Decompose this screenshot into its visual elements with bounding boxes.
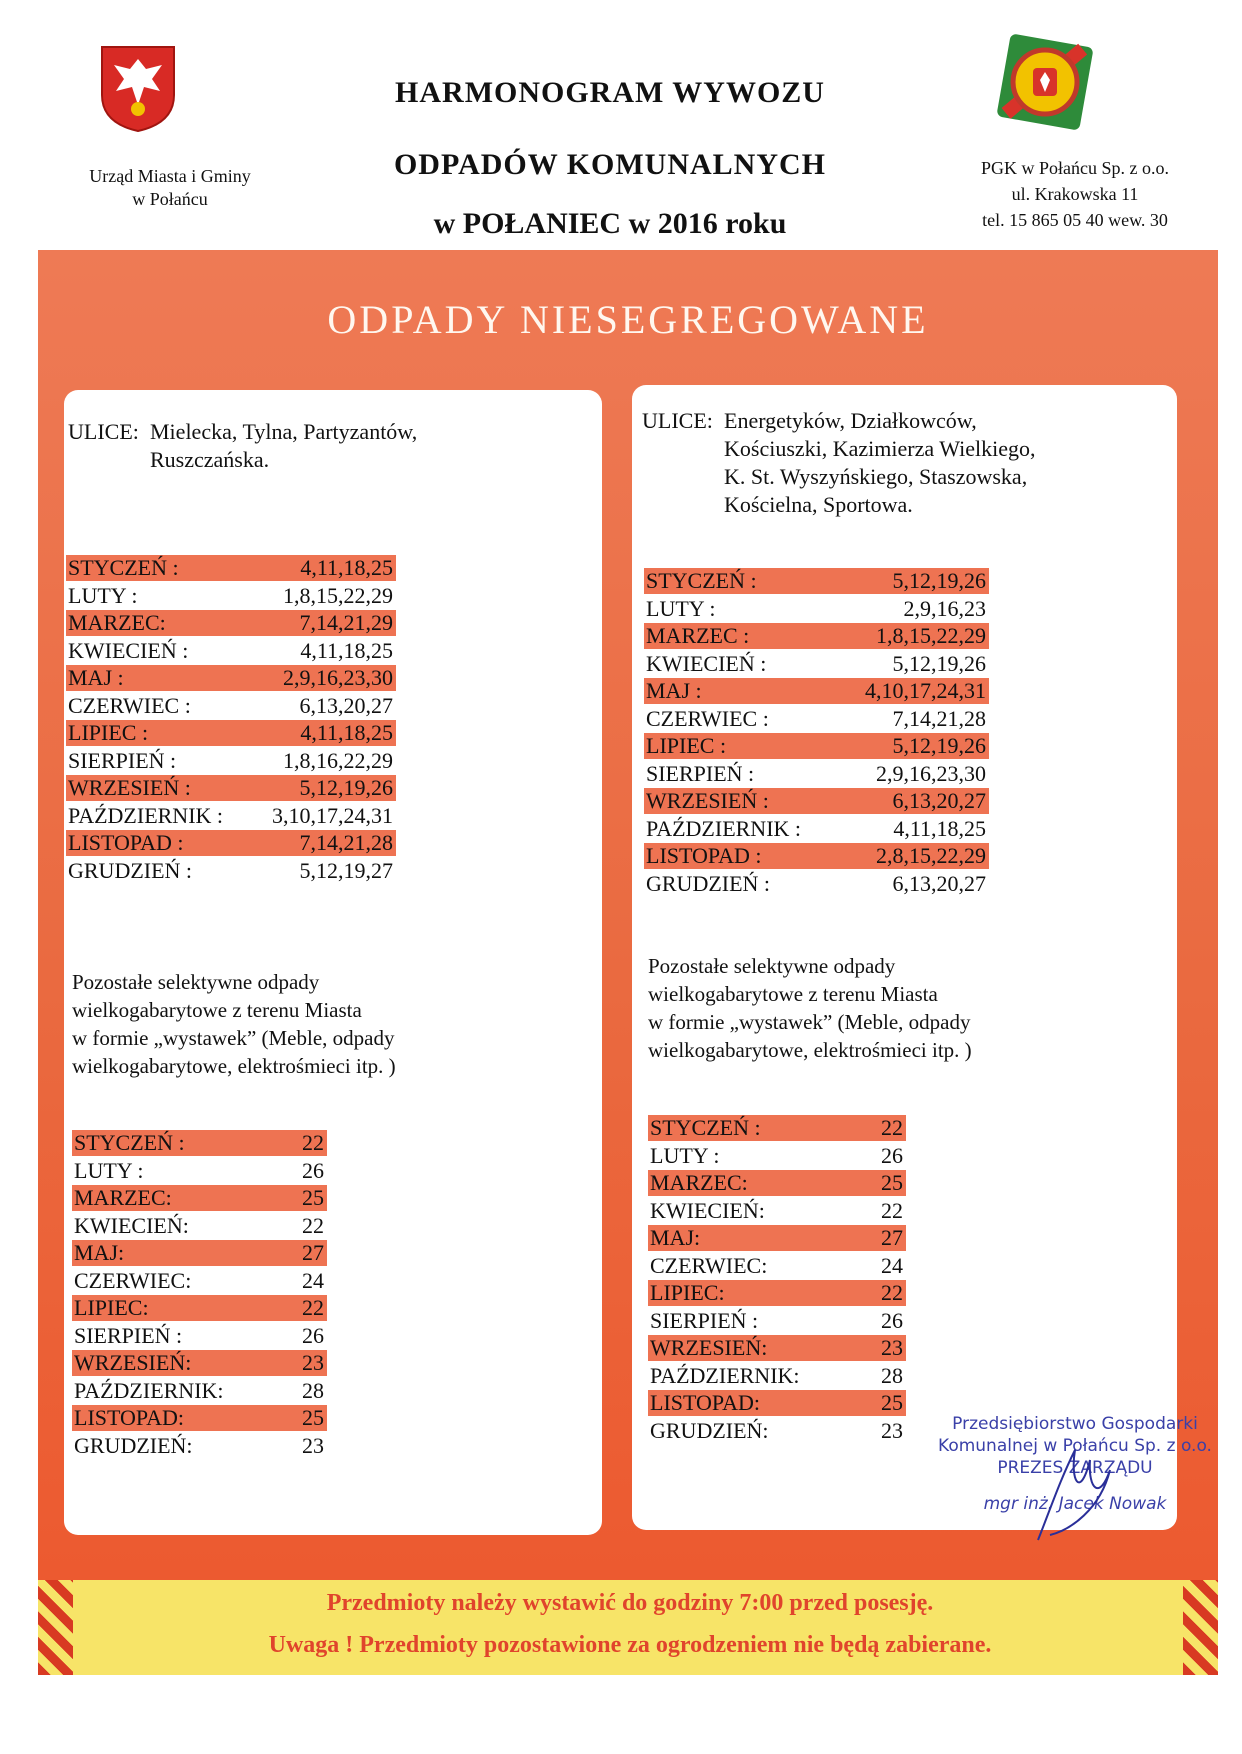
schedule-row — [644, 761, 989, 787]
schedule-row — [648, 1390, 906, 1416]
schedule-row — [66, 775, 396, 801]
collection-days: 7,14,21,29 — [299, 610, 393, 635]
collection-days: 23 — [881, 1335, 903, 1360]
schedule-row — [72, 1213, 327, 1239]
note-line: Pozostałe selektywne odpady — [72, 970, 320, 994]
collection-days: 22 — [881, 1197, 903, 1223]
month-label: SIERPIEŃ : — [68, 747, 177, 773]
street-line: Kościuszki, Kazimierza Wielkiego, — [724, 436, 1036, 461]
collection-days: 4,11,18,25 — [300, 555, 393, 580]
schedule-row — [644, 871, 989, 897]
collection-days: 6,13,20,27 — [299, 692, 393, 718]
title-line-3: w POŁANIEC w 2016 roku — [433, 207, 787, 240]
month-label: LIPIEC : — [68, 720, 149, 745]
collection-days: 4,11,18,25 — [300, 720, 393, 745]
collection-days: 25 — [881, 1170, 903, 1195]
month-label: LISTOPAD: — [650, 1390, 761, 1415]
collection-days: 4,11,18,25 — [300, 637, 393, 663]
collection-days: 6,13,20,27 — [892, 788, 986, 813]
schedule-row — [66, 555, 396, 581]
left-bulky-note — [72, 968, 572, 1080]
month-label: KWIECIEŃ: — [650, 1197, 765, 1223]
month-label: PAŹDZIERNIK: — [650, 1362, 800, 1388]
schedule-row — [72, 1323, 327, 1349]
title-line-1: HARMONOGRAM WYWOZU — [395, 76, 825, 109]
left-schedule-table — [66, 555, 396, 885]
month-label: LUTY : — [74, 1157, 144, 1183]
schedule-row — [72, 1130, 327, 1156]
schedule-row — [648, 1225, 906, 1251]
schedule-row — [66, 665, 396, 691]
month-label: STYCZEŃ : — [650, 1115, 761, 1140]
month-label: LISTOPAD : — [68, 830, 184, 855]
right-office-address — [930, 155, 1220, 233]
collection-days: 25 — [302, 1185, 324, 1210]
schedule-row — [66, 638, 396, 664]
right-bulky-table — [648, 1115, 906, 1445]
month-label: SIERPIEŃ : — [646, 760, 755, 786]
schedule-row — [648, 1115, 906, 1141]
note-line: wielkogabarytowe, elektrośmieci itp. ) — [648, 1038, 972, 1062]
street-line: Energetyków, Działkowców, — [724, 408, 977, 433]
month-label: WRZESIEŃ : — [68, 775, 191, 800]
month-label: CZERWIEC : — [68, 692, 191, 718]
month-label: PAŹDZIERNIK : — [646, 815, 802, 841]
collection-days: 2,9,16,23,30 — [876, 760, 986, 786]
month-label: MARZEC: — [650, 1170, 748, 1195]
collection-days: 5,12,19,26 — [892, 568, 986, 593]
month-label: LUTY : — [68, 582, 138, 608]
note-line: Pozostałe selektywne odpady — [648, 954, 896, 978]
collection-days: 3,10,17,24,31 — [272, 802, 393, 828]
collection-days: 24 — [302, 1267, 324, 1293]
company-name: PGK w Połańcu Sp. z o.o. — [981, 158, 1169, 178]
collection-days: 26 — [881, 1307, 903, 1333]
handwritten-signature-icon — [1030, 1440, 1120, 1550]
month-label: WRZESIEŃ : — [646, 788, 769, 813]
collection-days: 2,9,16,23,30 — [283, 665, 393, 690]
month-label: GRUDZIEŃ: — [74, 1432, 193, 1458]
collection-days: 27 — [302, 1240, 324, 1265]
schedule-row — [66, 720, 396, 746]
collection-days: 7,14,21,28 — [299, 830, 393, 855]
schedule-row — [644, 706, 989, 732]
collection-days: 25 — [881, 1390, 903, 1415]
schedule-row — [66, 748, 396, 774]
schedule-row — [644, 733, 989, 759]
collection-days: 22 — [881, 1280, 903, 1305]
month-label: WRZESIEŃ: — [650, 1335, 768, 1360]
collection-days: 26 — [881, 1142, 903, 1168]
month-label: MARZEC : — [646, 623, 750, 648]
collection-days: 6,13,20,27 — [892, 870, 986, 896]
month-label: KWIECIEŃ: — [74, 1212, 189, 1238]
schedule-row — [66, 583, 396, 609]
city-coat-of-arms-icon — [100, 45, 176, 133]
collection-days: 22 — [302, 1295, 324, 1320]
schedule-row — [66, 858, 396, 884]
collection-days: 2,9,16,23 — [903, 595, 986, 621]
company-phone: tel. 15 865 05 40 wew. 30 — [982, 210, 1168, 230]
schedule-row — [66, 610, 396, 636]
collection-days: 23 — [881, 1417, 903, 1443]
right-streets — [642, 407, 1162, 523]
month-label: SIERPIEŃ : — [650, 1307, 759, 1333]
month-label: STYCZEŃ : — [74, 1130, 185, 1155]
schedule-row — [648, 1418, 906, 1444]
schedule-row — [72, 1158, 327, 1184]
month-label: MARZEC: — [68, 610, 166, 635]
schedule-row — [644, 651, 989, 677]
month-label: CZERWIEC: — [74, 1267, 192, 1293]
company-street: ul. Krakowska 11 — [1011, 184, 1139, 204]
month-label: PAŹDZIERNIK: — [74, 1377, 224, 1403]
collection-days: 5,12,19,27 — [299, 857, 393, 883]
collection-days: 28 — [302, 1377, 324, 1403]
schedule-row — [66, 830, 396, 856]
month-label: MAJ : — [68, 665, 124, 690]
schedule-row — [648, 1363, 906, 1389]
month-label: GRUDZIEŃ : — [68, 857, 193, 883]
month-label: LIPIEC: — [74, 1295, 149, 1320]
schedule-row — [72, 1240, 327, 1266]
schedule-row — [648, 1198, 906, 1224]
collection-days: 26 — [302, 1322, 324, 1348]
footer-warning: Uwaga ! Przedmioty pozostawione za ogrodzeniem nie będą zabierane. — [268, 1632, 992, 1658]
schedule-row — [72, 1268, 327, 1294]
schedule-row — [644, 678, 989, 704]
schedule-row — [644, 843, 989, 869]
month-label: MAJ : — [646, 678, 702, 703]
collection-days: 4,11,18,25 — [893, 815, 986, 841]
note-line: w formie „wystawek” (Meble, odpady — [72, 1026, 395, 1050]
schedule-row — [648, 1170, 906, 1196]
month-label: LUTY : — [646, 595, 716, 621]
month-label: GRUDZIEŃ: — [650, 1417, 769, 1443]
streets-label: ULICE: — [68, 419, 139, 444]
right-schedule-table — [644, 568, 989, 898]
schedule-row — [648, 1143, 906, 1169]
note-line: w formie „wystawek” (Meble, odpady — [648, 1010, 971, 1034]
month-label: STYCZEŃ : — [646, 568, 757, 593]
collection-days: 24 — [881, 1252, 903, 1278]
company-logo-icon — [995, 32, 1095, 132]
collection-days: 5,12,19,26 — [892, 650, 986, 676]
stamp-signatory: mgr inż. Jacek Nowak — [983, 1494, 1167, 1514]
month-label: LISTOPAD : — [646, 843, 762, 868]
collection-days: 1,8,16,22,29 — [283, 747, 393, 773]
footer-instruction: Przedmioty należy wystawić do godziny 7:00 przed posesję. — [326, 1590, 934, 1616]
schedule-row — [72, 1378, 327, 1404]
collection-days: 26 — [302, 1157, 324, 1183]
month-label: LIPIEC : — [646, 733, 727, 758]
collection-days: 23 — [302, 1350, 324, 1375]
schedule-row — [72, 1185, 327, 1211]
month-label: SIERPIEŃ : — [74, 1322, 183, 1348]
hazard-stripes-left-icon — [38, 1580, 73, 1675]
stamp-line: Przedsiębiorstwo Gospodarki — [952, 1414, 1198, 1434]
month-label: MAJ: — [74, 1240, 125, 1265]
left-bulky-table — [72, 1130, 327, 1460]
collection-days: 28 — [881, 1362, 903, 1388]
collection-days: 22 — [302, 1130, 324, 1155]
schedule-row — [66, 803, 396, 829]
title-line-2: ODPADÓW KOMUNALNYCH — [393, 148, 827, 181]
month-label: MARZEC: — [74, 1185, 172, 1210]
left-office-name — [40, 165, 300, 211]
month-label: STYCZEŃ : — [68, 555, 179, 580]
schedule-row — [648, 1335, 906, 1361]
stamp-line: PREZES ZARZĄDU — [997, 1458, 1153, 1478]
collection-days: 27 — [881, 1225, 903, 1250]
collection-days: 4,10,17,24,31 — [865, 678, 986, 703]
street-line: Kościelna, Sportowa. — [724, 492, 913, 517]
month-label: WRZESIEŃ: — [74, 1350, 192, 1375]
collection-days: 5,12,19,26 — [892, 733, 986, 758]
right-bulky-note — [648, 952, 1168, 1064]
schedule-row — [72, 1295, 327, 1321]
left-office-line: Urząd Miasta i Gminy — [89, 166, 251, 186]
month-label: LISTOPAD: — [74, 1405, 185, 1430]
schedule-row — [66, 693, 396, 719]
schedule-row — [72, 1350, 327, 1376]
month-label: KWIECIEŃ : — [68, 637, 189, 663]
schedule-row — [648, 1308, 906, 1334]
schedule-row — [644, 596, 989, 622]
street-line: Ruszczańska. — [150, 447, 270, 472]
month-label: LUTY : — [650, 1142, 720, 1168]
month-label: LIPIEC: — [650, 1280, 725, 1305]
collection-days: 25 — [302, 1405, 324, 1430]
collection-days: 1,8,15,22,29 — [876, 623, 986, 648]
schedule-row — [648, 1253, 906, 1279]
note-line: wielkogabarytowe z terenu Miasta — [648, 982, 938, 1006]
collection-days: 7,14,21,28 — [892, 705, 986, 731]
month-label: PAŹDZIERNIK : — [68, 802, 224, 828]
collection-days: 22 — [302, 1212, 324, 1238]
collection-days: 23 — [302, 1432, 324, 1458]
collection-days: 5,12,19,26 — [299, 775, 393, 800]
note-line: wielkogabarytowe z terenu Miasta — [72, 998, 362, 1022]
collection-days: 22 — [881, 1115, 903, 1140]
month-label: GRUDZIEŃ : — [646, 870, 771, 896]
month-label: MAJ: — [650, 1225, 701, 1250]
street-line: Mielecka, Tylna, Partyzantów, — [150, 419, 418, 444]
left-office-line: w Połańcu — [132, 189, 208, 209]
schedule-row — [72, 1405, 327, 1431]
month-label: CZERWIEC: — [650, 1252, 768, 1278]
month-label: CZERWIEC : — [646, 705, 769, 731]
note-line: wielkogabarytowe, elektrośmieci itp. ) — [72, 1054, 396, 1078]
collection-days: 1,8,15,22,29 — [283, 582, 393, 608]
schedule-row — [72, 1433, 327, 1459]
hazard-stripes-right-icon — [1183, 1580, 1218, 1675]
section-title: ODPADY NIESEGREGOWANE — [327, 297, 929, 342]
streets-label: ULICE: — [642, 408, 713, 433]
schedule-row — [644, 623, 989, 649]
schedule-row — [644, 816, 989, 842]
month-label: KWIECIEŃ : — [646, 650, 767, 676]
street-line: K. St. Wyszyńskiego, Staszowska, — [724, 464, 1028, 489]
schedule-row — [648, 1280, 906, 1306]
schedule-row — [644, 568, 989, 594]
collection-days: 2,8,15,22,29 — [876, 843, 986, 868]
left-streets — [68, 418, 588, 478]
stamp-line: Komunalnej w Połańcu Sp. z o.o. — [938, 1436, 1212, 1456]
schedule-row — [644, 788, 989, 814]
